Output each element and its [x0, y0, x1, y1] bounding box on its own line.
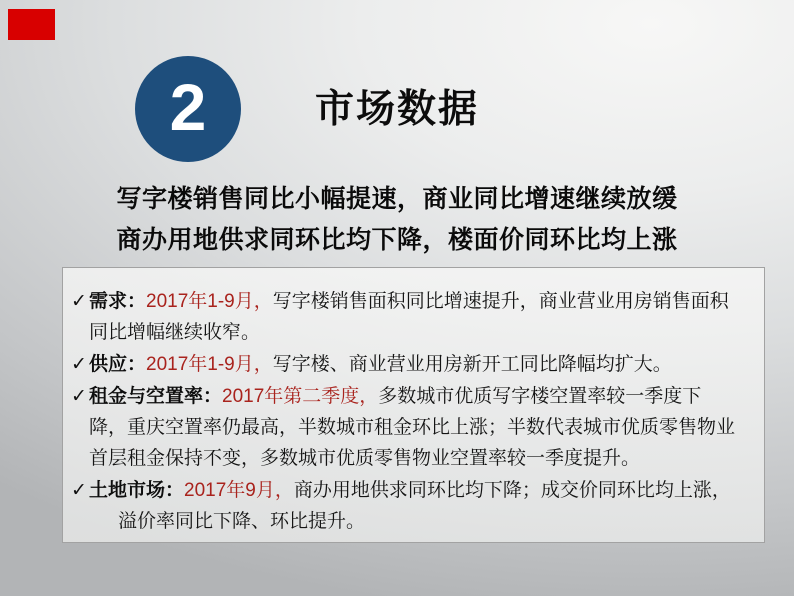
- bullet-label: 租金与空置率：: [89, 386, 223, 407]
- bullet-item: [71, 286, 738, 348]
- bullet-text: 写字楼、商业营业用房新开工同比降幅均扩大。: [272, 354, 672, 375]
- bullet-item: [71, 475, 738, 537]
- check-icon: ✓: [71, 480, 87, 501]
- check-icon: ✓: [71, 291, 87, 312]
- bullet-label: 供应：: [89, 354, 147, 375]
- bullet-highlight-date: 2017年1-9月，: [146, 291, 273, 312]
- subtitle-line-1: 写字楼销售同比小幅提速，商业同比增速继续放缓: [116, 185, 678, 213]
- bullet-highlight-date: 2017年第二季度，: [222, 386, 379, 407]
- section-number: 2: [169, 70, 207, 144]
- subtitle: [0, 179, 794, 261]
- bullet-item: [71, 381, 738, 474]
- bullet-highlight-date: 2017年1-9月，: [146, 354, 273, 375]
- bullet-text: 商办用地供求同环比均下降；成交价同环比均上涨，溢价率同比下降、环比提升。: [118, 480, 731, 532]
- bullet-text: 多数城市优质写字楼空置率较一季度下降，重庆空置率仍最高，半数城市租金环比上涨；半数代表城市优质零售物业首层租金保持不变，多数城市优质零售物业空置率较一季度提升。: [89, 386, 736, 469]
- page-title: 市场数据: [314, 88, 479, 131]
- bullet-text: 写字楼销售面积同比增速提升，商业营业用房销售面积同比增幅继续收窄。: [89, 291, 729, 343]
- corner-accent: [8, 9, 55, 40]
- bullet-highlight-date: 2017年9月，: [184, 480, 294, 501]
- check-icon: ✓: [71, 386, 87, 407]
- subtitle-line-2: 商办用地供求同环比均下降，楼面价同环比均上涨: [116, 226, 678, 254]
- bullet-label: 需求：: [89, 291, 147, 312]
- bullet-item: [71, 349, 738, 380]
- content-box: [62, 267, 765, 543]
- check-icon: ✓: [71, 354, 87, 375]
- bullet-label: 土地市场：: [89, 480, 185, 501]
- bullet-list: [71, 286, 738, 537]
